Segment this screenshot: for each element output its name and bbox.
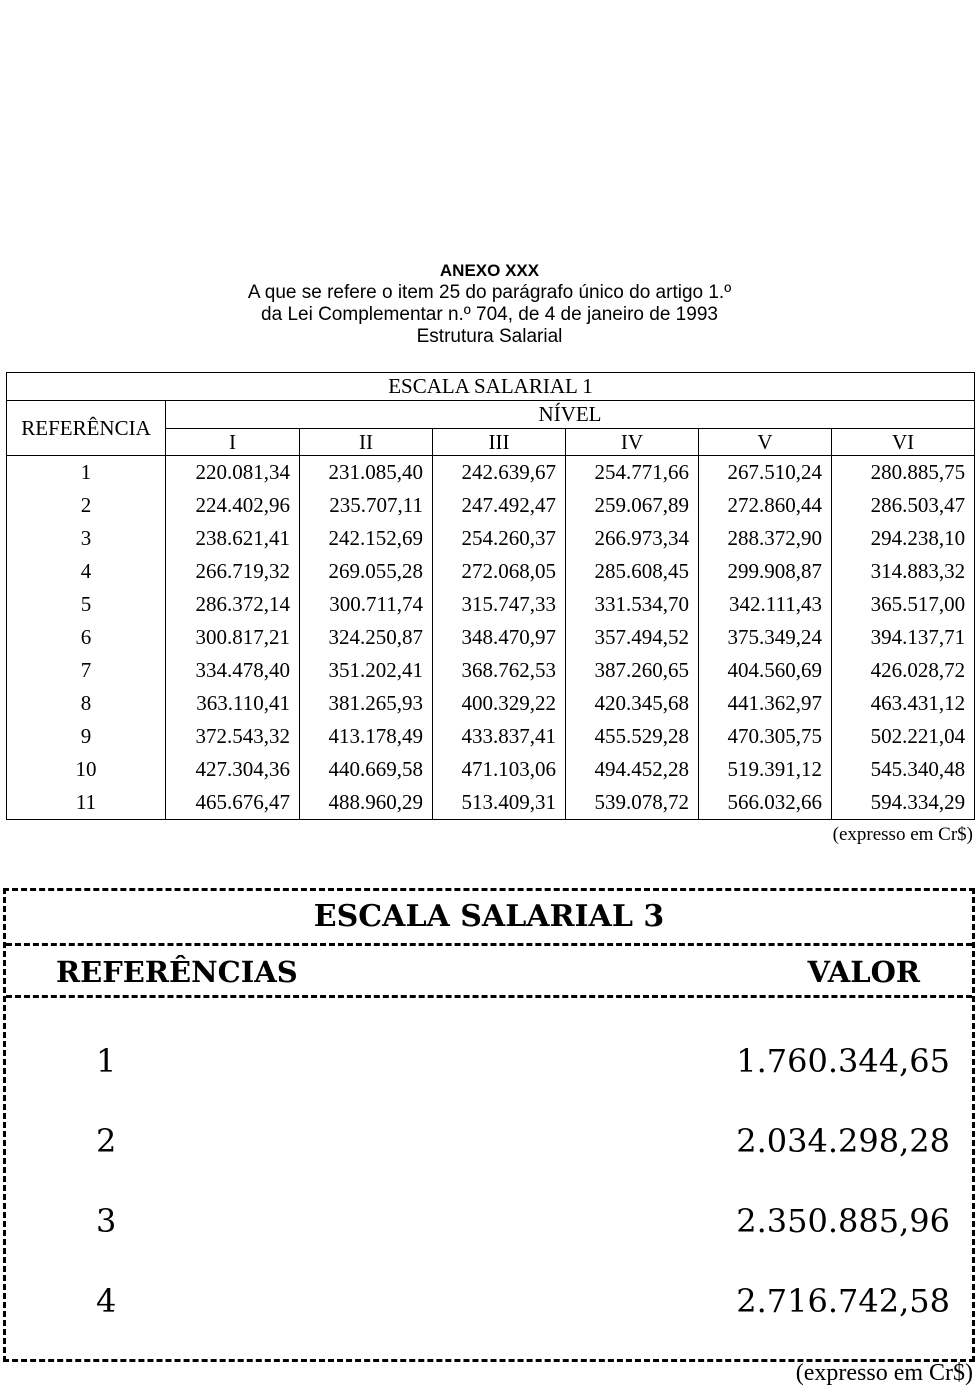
references-column-header: REFERÊNCIAS: [56, 955, 298, 989]
level-header: III: [433, 429, 566, 456]
salary-value-cell: 539.078,72: [566, 786, 699, 820]
list-item: [6, 1191, 972, 1251]
salary-value-cell: 238.621,41: [166, 522, 300, 555]
reference-number: 1: [96, 1042, 117, 1080]
table-row: [7, 522, 975, 555]
salary-value-cell: 394.137,71: [832, 621, 975, 654]
reference-cell: 2: [7, 489, 166, 522]
salary-value-cell: 231.085,40: [300, 456, 433, 490]
salary-value-cell: 247.492,47: [433, 489, 566, 522]
salary-value-cell: 594.334,29: [832, 786, 975, 820]
reference-cell: 6: [7, 621, 166, 654]
salary-value-cell: 545.340,48: [832, 753, 975, 786]
salary-value-cell: 365.517,00: [832, 588, 975, 621]
salary-value-cell: 267.510,24: [699, 456, 832, 490]
annex-subtitle-line1: A que se refere o item 25 do parágrafo único do artigo 1.º: [247, 282, 732, 303]
reference-cell: 3: [7, 522, 166, 555]
salary-value-cell: 420.345,68: [566, 687, 699, 720]
table-row: [7, 588, 975, 621]
salary-value-cell: 254.771,66: [566, 456, 699, 490]
salary-value-cell: 299.908,87: [699, 555, 832, 588]
reference-cell: 4: [7, 555, 166, 588]
salary-value-cell: 513.409,31: [433, 786, 566, 820]
salary-value-cell: 470.305,75: [699, 720, 832, 753]
salary-value-cell: 463.431,12: [832, 687, 975, 720]
salary-value-cell: 334.478,40: [166, 654, 300, 687]
salary-value-cell: 440.669,58: [300, 753, 433, 786]
salary-scale-1-table: [6, 372, 975, 820]
salary-value-cell: 381.265,93: [300, 687, 433, 720]
currency-note-3: (expresso em Cr$): [795, 1360, 973, 1386]
salary-value-cell: 269.055,28: [300, 555, 433, 588]
salary-scale-3-title: ESCALA SALARIAL 3: [313, 899, 665, 934]
table-row: [7, 687, 975, 720]
reference-number: 2: [96, 1122, 117, 1160]
salary-value-cell: 441.362,97: [699, 687, 832, 720]
salary-value-cell: 368.762,53: [433, 654, 566, 687]
salary-value-cell: 351.202,41: [300, 654, 433, 687]
salary-value-cell: 242.639,67: [433, 456, 566, 490]
salary-value-cell: 286.503,47: [832, 489, 975, 522]
salary-value-cell: 315.747,33: [433, 588, 566, 621]
list-item: [6, 1271, 972, 1331]
table-row: [7, 456, 975, 490]
salary-value-cell: 471.103,06: [433, 753, 566, 786]
salary-scale-3-box: [3, 888, 975, 1362]
salary-value-cell: 465.676,47: [166, 786, 300, 820]
level-header: I: [166, 429, 300, 456]
salary-value-cell: 285.608,45: [566, 555, 699, 588]
salary-value-cell: 300.711,74: [300, 588, 433, 621]
salary-value-cell: 566.032,66: [699, 786, 832, 820]
table-row: [7, 753, 975, 786]
annex-title: ANEXO XXX: [439, 261, 540, 280]
salary-value-cell: 224.402,96: [166, 489, 300, 522]
level-header: VI: [832, 429, 975, 456]
table-row: [7, 786, 975, 820]
salary-value-cell: 427.304,36: [166, 753, 300, 786]
level-header: II: [300, 429, 433, 456]
salary-value-cell: 426.028,72: [832, 654, 975, 687]
salary-scale-1-title: ESCALA SALARIAL 1: [7, 373, 975, 401]
salary-value-cell: 363.110,41: [166, 687, 300, 720]
salary-value-cell: 272.068,05: [433, 555, 566, 588]
table-row: [7, 621, 975, 654]
salary-value-cell: 294.238,10: [832, 522, 975, 555]
salary-value-cell: 288.372,90: [699, 522, 832, 555]
salary-value-cell: 254.260,37: [433, 522, 566, 555]
salary-value-cell: 494.452,28: [566, 753, 699, 786]
salary-value-cell: 348.470,97: [433, 621, 566, 654]
level-header: V: [699, 429, 832, 456]
dashed-divider: [6, 995, 972, 998]
annex-header: [0, 260, 979, 348]
salary-value-cell: 286.372,14: [166, 588, 300, 621]
dashed-divider: [6, 943, 972, 946]
salary-value-cell: 331.534,70: [566, 588, 699, 621]
salary-value: 2.350.885,96: [736, 1202, 950, 1240]
salary-value-cell: 220.081,34: [166, 456, 300, 490]
list-item: [6, 1031, 972, 1091]
reference-cell: 8: [7, 687, 166, 720]
salary-value-cell: 387.260,65: [566, 654, 699, 687]
reference-number: 3: [96, 1202, 117, 1240]
salary-value-cell: 404.560,69: [699, 654, 832, 687]
salary-value-cell: 314.883,32: [832, 555, 975, 588]
salary-value-cell: 413.178,49: [300, 720, 433, 753]
reference-cell: 11: [7, 786, 166, 820]
salary-value-cell: 519.391,12: [699, 753, 832, 786]
reference-number: 4: [96, 1282, 117, 1320]
reference-column-header: REFERÊNCIA: [7, 401, 166, 456]
salary-value-cell: 375.349,24: [699, 621, 832, 654]
salary-value-cell: 280.885,75: [832, 456, 975, 490]
value-column-header: VALOR: [807, 955, 920, 989]
table-row: [7, 555, 975, 588]
salary-value: 1.760.344,65: [736, 1042, 950, 1080]
table-row: [7, 489, 975, 522]
reference-cell: 5: [7, 588, 166, 621]
salary-value-cell: 235.707,11: [300, 489, 433, 522]
salary-value-cell: 259.067,89: [566, 489, 699, 522]
reference-cell: 9: [7, 720, 166, 753]
reference-cell: 1: [7, 456, 166, 490]
salary-value-cell: 300.817,21: [166, 621, 300, 654]
salary-value: 2.034.298,28: [736, 1122, 950, 1160]
salary-value-cell: 455.529,28: [566, 720, 699, 753]
salary-value-cell: 266.719,32: [166, 555, 300, 588]
currency-note-1: (expresso em Cr$): [832, 824, 973, 845]
salary-value-cell: 357.494,52: [566, 621, 699, 654]
list-item: [6, 1111, 972, 1171]
salary-value-cell: 266.973,34: [566, 522, 699, 555]
salary-scale-1-body: [7, 456, 975, 820]
reference-cell: 7: [7, 654, 166, 687]
salary-value-cell: 342.111,43: [699, 588, 832, 621]
annex-subtitle-line3: Estrutura Salarial: [416, 326, 563, 347]
salary-value-cell: 400.329,22: [433, 687, 566, 720]
salary-value-cell: 272.860,44: [699, 489, 832, 522]
annex-subtitle-line2: da Lei Complementar n.º 704, de 4 de janeiro de 1993: [261, 304, 718, 325]
salary-value-cell: 372.543,32: [166, 720, 300, 753]
salary-value-cell: 488.960,29: [300, 786, 433, 820]
table-row: [7, 654, 975, 687]
salary-value-cell: 502.221,04: [832, 720, 975, 753]
reference-cell: 10: [7, 753, 166, 786]
table-row: [7, 720, 975, 753]
salary-value-cell: 433.837,41: [433, 720, 566, 753]
salary-value: 2.716.742,58: [736, 1282, 950, 1320]
salary-value-cell: 324.250,87: [300, 621, 433, 654]
level-header: IV: [566, 429, 699, 456]
salary-value-cell: 242.152,69: [300, 522, 433, 555]
level-group-header: NÍVEL: [166, 401, 975, 429]
